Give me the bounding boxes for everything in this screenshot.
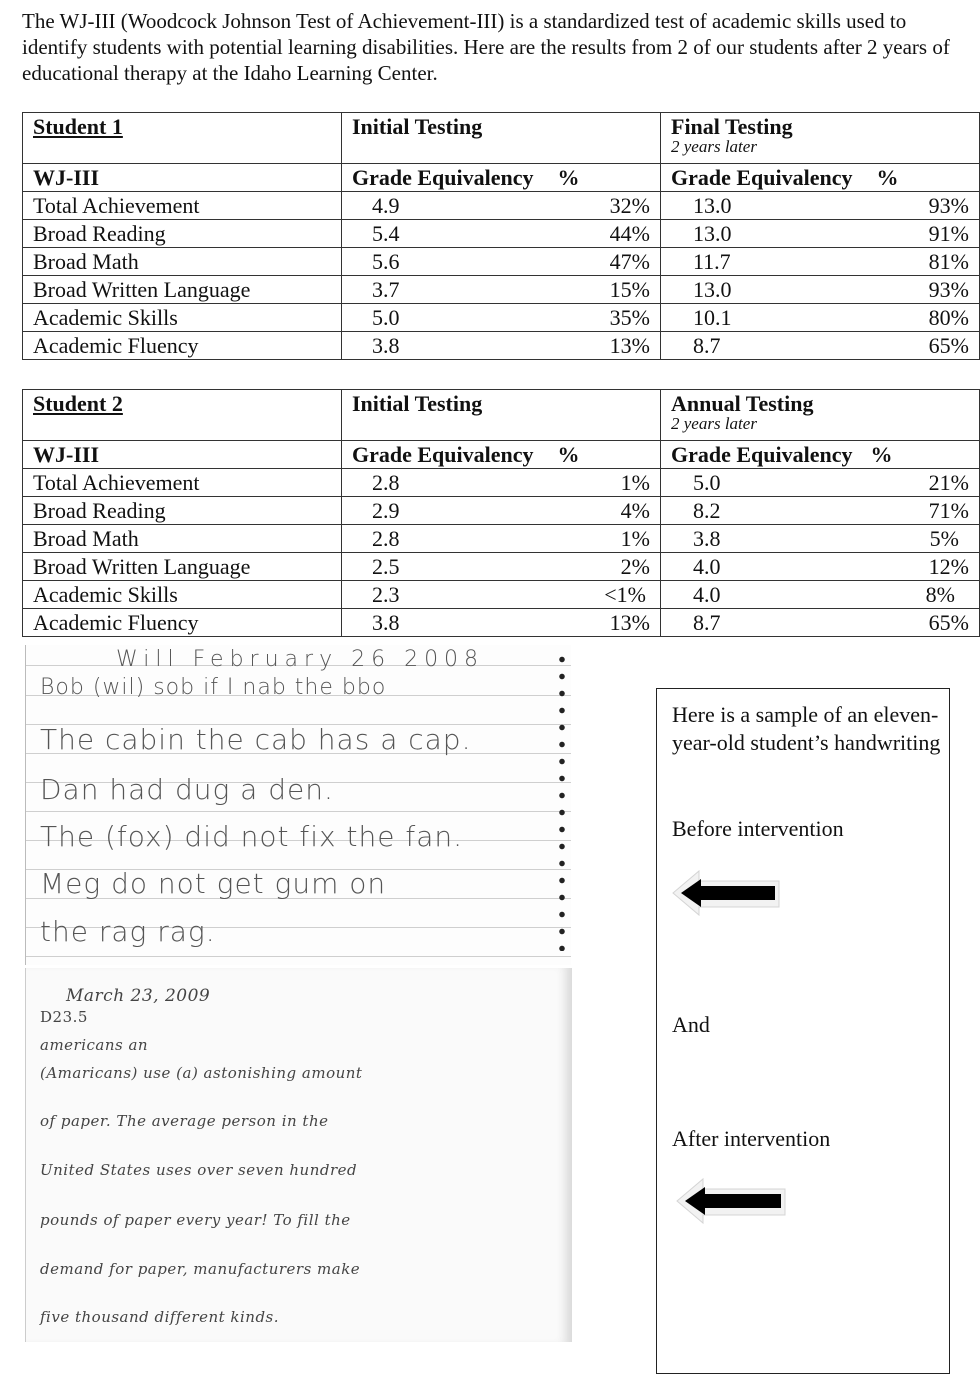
final-testing-heading: Final Testing (671, 114, 793, 139)
intro-paragraph: The WJ-III (Woodcock Johnson Test of Achievement-III) is a standardized test of academic skills used to identify students with potential learning disabilities. Here are the results from 2 of our students after 2 years of educational therapy at the Idaho Learning Center. (22, 9, 950, 85)
handwriting-line: Will February 26 2008 (116, 647, 485, 672)
handwriting-line: March 23, 2009 (66, 986, 211, 1006)
measure-column-header: WJ-III (33, 165, 100, 190)
handwriting-caption-box (656, 688, 950, 1374)
handwriting-line: D23.5 (40, 1008, 88, 1026)
annual-grade-equivalency: 8.7 (693, 610, 721, 635)
initial-percentile: 35% (609, 305, 650, 330)
measure-name: Academic Skills (23, 581, 342, 609)
measure-name: Broad Math (23, 248, 342, 276)
table-row (23, 332, 980, 360)
measure-name: Academic Fluency (23, 609, 342, 637)
table-row (23, 304, 980, 332)
initial-percentile: 1% (620, 470, 650, 495)
handwriting-line: five thousand different kinds. (40, 1308, 280, 1326)
measure-name: Academic Fluency (23, 332, 342, 360)
initial-percentile: 44% (609, 221, 650, 246)
table-row (23, 469, 980, 497)
measure-name: Broad Math (23, 525, 342, 553)
initial-percentile: 13% (609, 610, 650, 635)
initial-grade-equivalency: 2.3 (372, 582, 400, 607)
measure-name: Broad Reading (23, 497, 342, 525)
annual-percentile: 8% (925, 582, 955, 607)
annual-testing-subheading: 2 years later (671, 414, 757, 433)
handwriting-line: the rag rag. (40, 915, 216, 948)
table-row (23, 220, 980, 248)
annual-grade-equivalency: 8.2 (693, 498, 721, 523)
measure-name: Total Achievement (23, 192, 342, 220)
initial-grade-equivalency: 3.8 (372, 333, 400, 358)
initial-grade-equivalency: 5.4 (372, 221, 400, 246)
initial-grade-equivalency: 4.9 (372, 193, 400, 218)
handwriting-line: (Amaricans) use (a) astonishing amount (40, 1064, 363, 1082)
initial-percentile: 15% (609, 277, 650, 302)
final-percentile: 81% (928, 249, 969, 274)
student-label: Student 1 (33, 114, 123, 139)
initial-percentile: 13% (609, 333, 650, 358)
annual-grade-equivalency: 5.0 (693, 470, 721, 495)
table-row (23, 248, 980, 276)
initial-grade-equivalency: 5.0 (372, 305, 400, 330)
initial-percentile: <1% (604, 582, 646, 607)
final-percentile: 91% (928, 221, 969, 246)
notebook-spiral-holes (559, 651, 565, 951)
table-row (23, 609, 980, 637)
before-intervention-label: Before intervention (672, 816, 844, 841)
table-row (23, 581, 980, 609)
measure-name: Academic Skills (23, 304, 342, 332)
handwriting-line: americans an (40, 1036, 149, 1054)
final-grade-equivalency: 11.7 (693, 249, 731, 274)
initial-percentile: 47% (609, 249, 650, 274)
final-percentile: 93% (928, 193, 969, 218)
final-grade-equivalency: 13.0 (693, 221, 732, 246)
annual-percentile: 5% (929, 526, 959, 551)
annual-grade-equivalency: 4.0 (693, 582, 721, 607)
initial-grade-equivalency: 3.8 (372, 610, 400, 635)
percent-header: % (557, 442, 580, 467)
handwriting-line: pounds of paper every year! To fill the (40, 1211, 351, 1229)
initial-grade-equivalency: 2.8 (372, 470, 400, 495)
final-grade-equivalency: 10.1 (693, 305, 732, 330)
handwriting-line: Dan had dug a den. (40, 773, 334, 806)
student-2-results-table (22, 389, 980, 637)
measure-name: Total Achievement (23, 469, 342, 497)
measure-column-header: WJ-III (33, 442, 100, 467)
grade-equivalency-header: Grade Equivalency (671, 165, 853, 190)
annual-grade-equivalency: 4.0 (693, 554, 721, 579)
table-row (23, 192, 980, 220)
final-percentile: 65% (928, 333, 969, 358)
handwriting-line: The (fox) did not fix the fan. (40, 820, 464, 853)
initial-testing-heading: Initial Testing (352, 391, 483, 416)
annual-percentile: 65% (928, 610, 969, 635)
initial-percentile: 4% (620, 498, 650, 523)
table-row (23, 553, 980, 581)
student-label: Student 2 (33, 391, 123, 416)
handwriting-line: United States uses over seven hundred (40, 1161, 358, 1179)
grade-equivalency-header: Grade Equivalency (352, 165, 534, 190)
percent-header: % (870, 442, 893, 467)
initial-testing-heading: Initial Testing (352, 114, 483, 139)
left-arrow-icon (673, 1175, 793, 1227)
table-row (23, 497, 980, 525)
final-testing-subheading: 2 years later (671, 137, 757, 156)
initial-percentile: 1% (620, 526, 650, 551)
handwriting-line: Meg do not get gum on (40, 867, 387, 900)
measure-name: Broad Reading (23, 220, 342, 248)
initial-grade-equivalency: 3.7 (372, 277, 400, 302)
table-row (23, 525, 980, 553)
final-grade-equivalency: 13.0 (693, 277, 732, 302)
and-label: And (672, 1012, 710, 1037)
caption-text: Here is a sample of an eleven-year-old student’s handwriting (672, 702, 941, 755)
initial-grade-equivalency: 2.8 (372, 526, 400, 551)
annual-testing-heading: Annual Testing (671, 391, 814, 416)
student-1-results-table (22, 112, 980, 360)
grade-equivalency-header: Grade Equivalency (352, 442, 534, 467)
percent-header: % (876, 165, 899, 190)
grade-equivalency-header: Grade Equivalency (671, 442, 853, 467)
initial-grade-equivalency: 2.5 (372, 554, 400, 579)
handwriting-line: Bob (wil) sob if I nab the bbo (40, 675, 387, 700)
handwriting-line: of paper. The average person in the (40, 1112, 329, 1130)
after-intervention-label: After intervention (672, 1126, 831, 1151)
annual-percentile: 21% (928, 470, 969, 495)
final-percentile: 93% (928, 277, 969, 302)
measure-name: Broad Written Language (23, 553, 342, 581)
handwriting-line: demand for paper, manufacturers make (40, 1260, 361, 1278)
left-arrow-icon (669, 867, 789, 919)
measure-name: Broad Written Language (23, 276, 342, 304)
final-grade-equivalency: 13.0 (693, 193, 732, 218)
initial-grade-equivalency: 2.9 (372, 498, 400, 523)
annual-grade-equivalency: 3.8 (693, 526, 721, 551)
final-grade-equivalency: 8.7 (693, 333, 721, 358)
handwriting-sample-after (25, 968, 572, 1342)
annual-percentile: 12% (928, 554, 969, 579)
final-percentile: 80% (928, 305, 969, 330)
handwriting-sample-before (25, 645, 571, 965)
percent-header: % (557, 165, 580, 190)
handwriting-line: The cabin the cab has a cap. (40, 723, 472, 756)
annual-percentile: 71% (928, 498, 969, 523)
initial-percentile: 2% (620, 554, 650, 579)
table-row (23, 276, 980, 304)
initial-percentile: 32% (609, 193, 650, 218)
initial-grade-equivalency: 5.6 (372, 249, 400, 274)
